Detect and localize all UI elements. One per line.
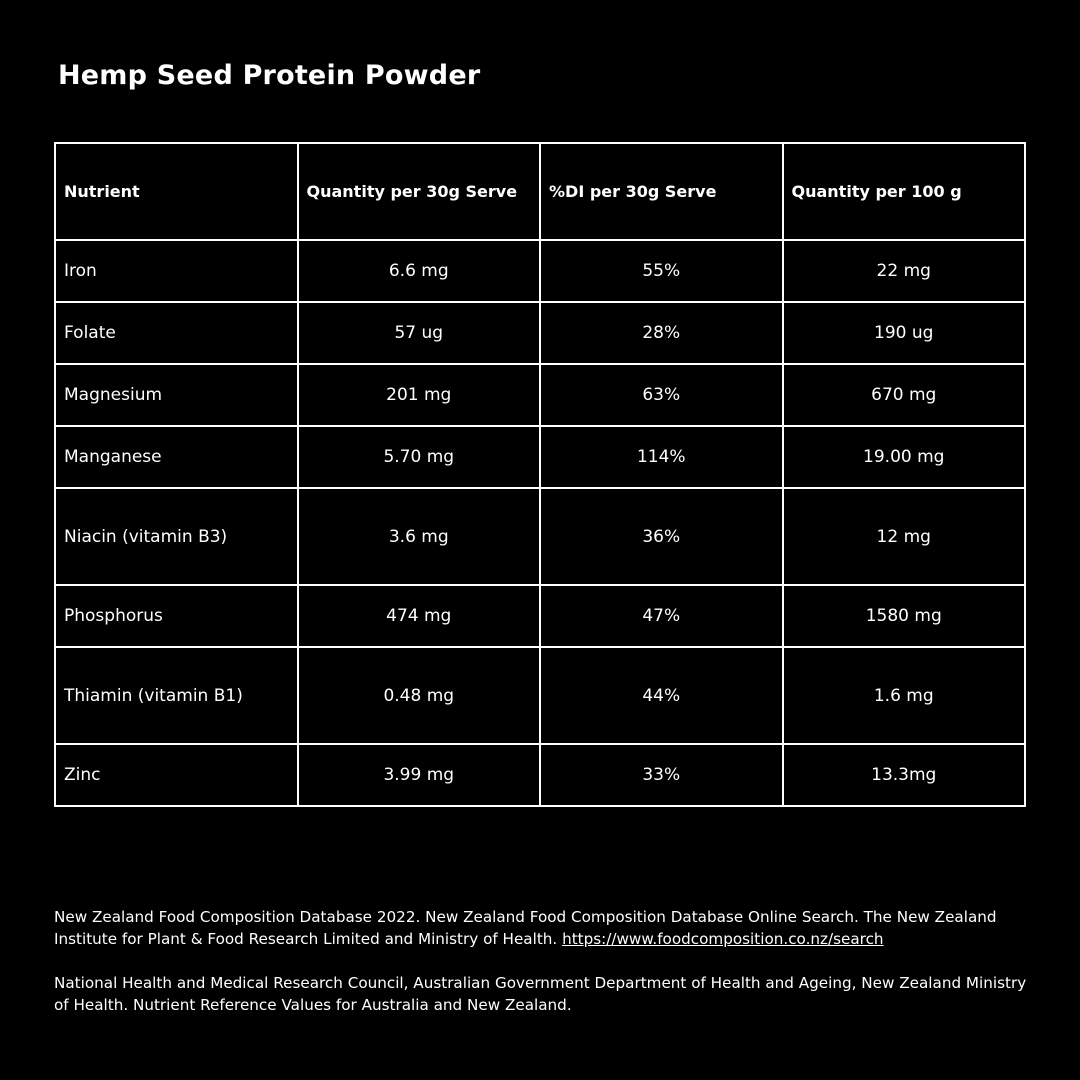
quantity-per-100g: 1580 mg — [783, 585, 1026, 647]
table-header-row — [55, 143, 1025, 240]
quantity-per-100g: 670 mg — [783, 364, 1026, 426]
daily-intake-percent: 55% — [540, 240, 783, 302]
nutrient-name: Zinc — [55, 744, 298, 806]
table-row — [55, 426, 1025, 488]
quantity-per-100g: 1.6 mg — [783, 647, 1026, 744]
quantity-per-serve: 0.48 mg — [298, 647, 541, 744]
quantity-per-100g: 190 ug — [783, 302, 1026, 364]
quantity-per-100g: 12 mg — [783, 488, 1026, 585]
nutrient-name: Iron — [55, 240, 298, 302]
header-quantity-per-serve: Quantity per 30g Serve — [298, 143, 541, 240]
table-row — [55, 585, 1025, 647]
nutrient-table — [54, 142, 1026, 807]
quantity-per-100g: 22 mg — [783, 240, 1026, 302]
quantity-per-serve: 201 mg — [298, 364, 541, 426]
table-row — [55, 647, 1025, 744]
header-nutrient: Nutrient — [55, 143, 298, 240]
nutrient-name: Magnesium — [55, 364, 298, 426]
quantity-per-100g: 13.3mg — [783, 744, 1026, 806]
table-row — [55, 302, 1025, 364]
daily-intake-percent: 33% — [540, 744, 783, 806]
page-title: Hemp Seed Protein Powder — [58, 60, 481, 91]
header-quantity-per-100g: Quantity per 100 g — [783, 143, 1026, 240]
daily-intake-percent: 114% — [540, 426, 783, 488]
quantity-per-serve: 474 mg — [298, 585, 541, 647]
nutrient-name: Manganese — [55, 426, 298, 488]
footnote-food-composition — [54, 906, 1034, 950]
daily-intake-percent: 47% — [540, 585, 783, 647]
table-row — [55, 240, 1025, 302]
quantity-per-serve: 57 ug — [298, 302, 541, 364]
quantity-per-serve: 6.6 mg — [298, 240, 541, 302]
daily-intake-percent: 36% — [540, 488, 783, 585]
daily-intake-percent: 44% — [540, 647, 783, 744]
quantity-per-serve: 3.6 mg — [298, 488, 541, 585]
header-di-per-serve: %DI per 30g Serve — [540, 143, 783, 240]
quantity-per-100g: 19.00 mg — [783, 426, 1026, 488]
quantity-per-serve: 5.70 mg — [298, 426, 541, 488]
table-row — [55, 744, 1025, 806]
footnote-nutrient-reference: National Health and Medical Research Council, Australian Government Department of Health and Ageing, New Zealand Ministry of Health. Nutrient Reference Values for Australia and New Zealand. — [54, 974, 1027, 1014]
daily-intake-percent: 28% — [540, 302, 783, 364]
nutrient-name: Thiamin (vitamin B1) — [55, 647, 298, 744]
nutrient-name: Phosphorus — [55, 585, 298, 647]
table-row — [55, 488, 1025, 585]
table-row — [55, 364, 1025, 426]
quantity-per-serve: 3.99 mg — [298, 744, 541, 806]
daily-intake-percent: 63% — [540, 364, 783, 426]
nutrient-name: Folate — [55, 302, 298, 364]
footnote-food-composition-text: New Zealand Food Composition Database 2022. New Zealand Food Composition Database Online Search. The New Zealand Institute for Plant & Food Research Limited and Ministry of Health. — [54, 908, 997, 948]
nutrient-name: Niacin (vitamin B3) — [55, 488, 298, 585]
food-composition-link[interactable]: https://www.foodcomposition.co.nz/search — [562, 930, 884, 948]
